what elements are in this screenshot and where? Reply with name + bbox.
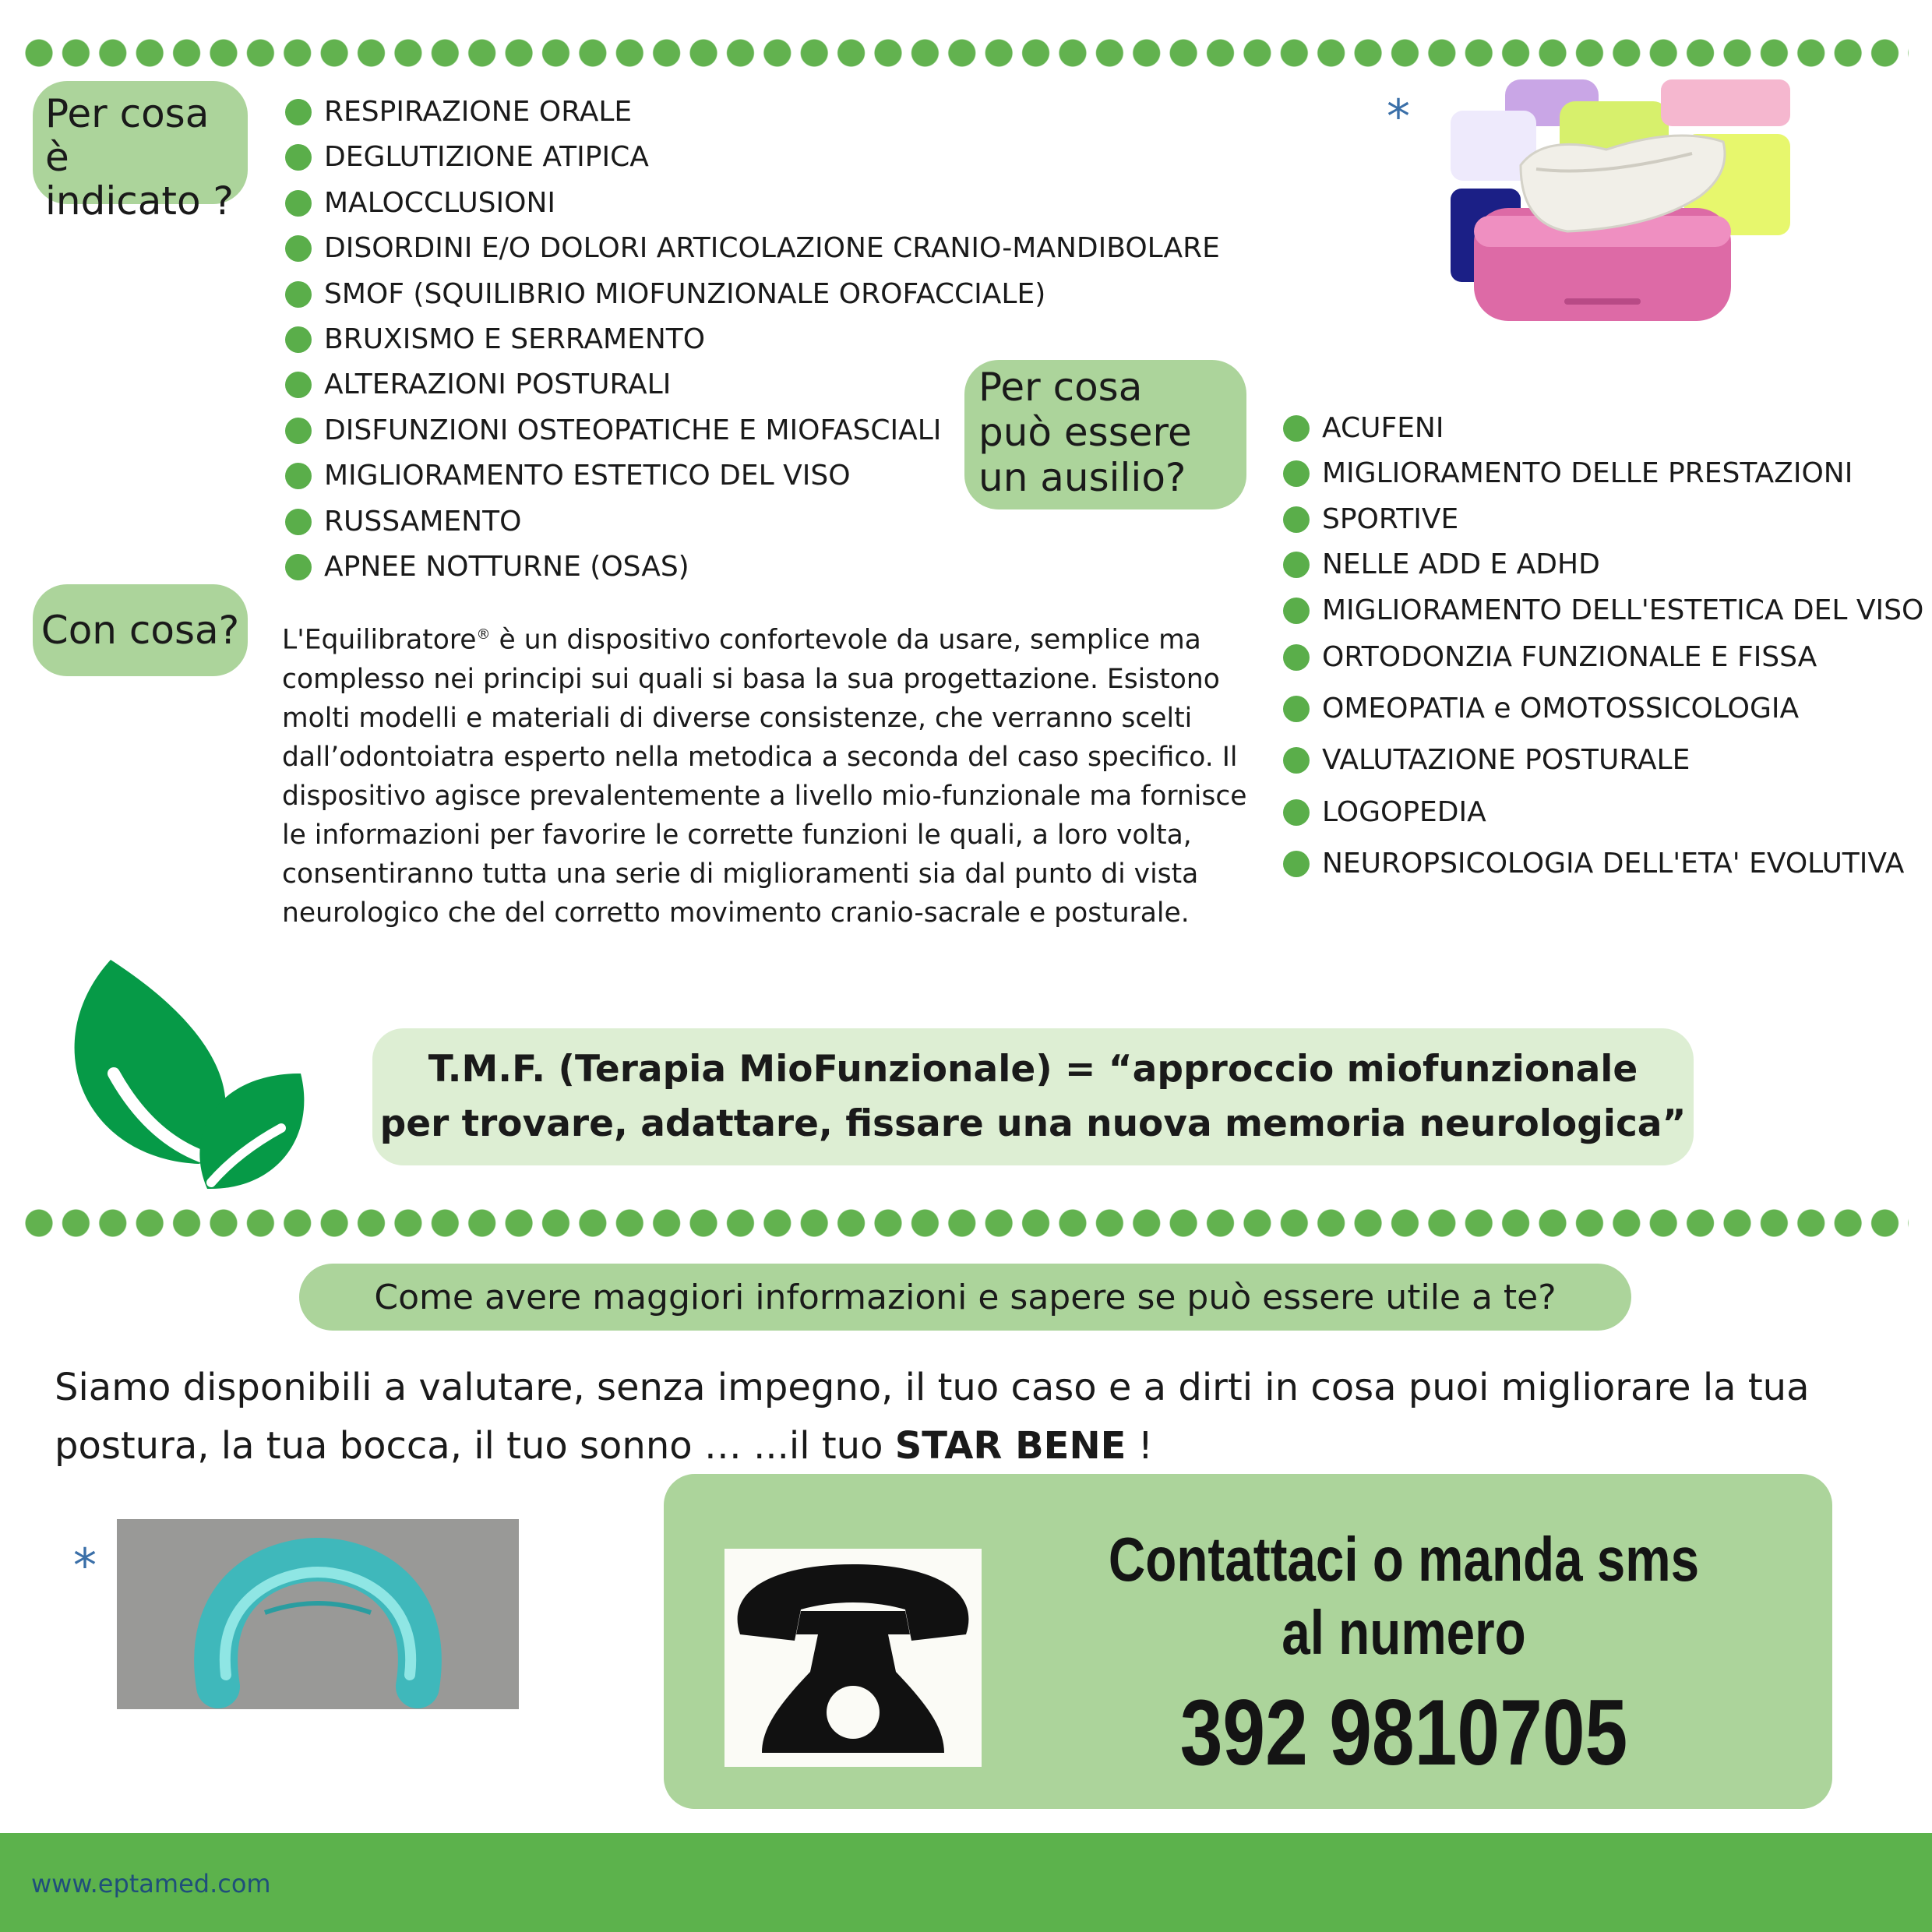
asterisk-note: *: [1387, 90, 1410, 144]
info-question: Come avere maggiori informazioni e sapere se può essere utile a te?: [374, 1277, 1557, 1317]
list-item: RUSSAMENTO: [285, 508, 1220, 553]
list-item: ALTERAZIONI POSTURALI: [285, 371, 1220, 416]
tmf-line-1: T.M.F. (Terapia MioFunzionale) = “approccio miofunzionale: [428, 1048, 1638, 1091]
info-text: Siamo disponibili a valutare, senza impegno, il tuo caso e a dirti in cosa puoi migliorare la tua postura, la tua bocca, il tuo sonno … ...il tuo: [55, 1366, 1810, 1468]
list-item: APNEE NOTTURNE (OSAS): [285, 553, 1220, 598]
list-item: VALUTAZIONE POSTURALE: [1283, 746, 1923, 799]
list-item: RESPIRAZIONE ORALE: [285, 98, 1220, 143]
list-item: MIGLIORAMENTO DELLE PRESTAZIONI: [1283, 460, 1923, 505]
product-case-image: [1451, 79, 1790, 341]
middle-dotted-divider: [23, 1208, 1909, 1239]
phone-icon: [724, 1549, 982, 1767]
with-what-heading: Con cosa?: [41, 608, 240, 653]
list-item: MIGLIORAMENTO ESTETICO DEL VISO: [285, 462, 1220, 507]
contact-box: [664, 1474, 1832, 1809]
aid-heading-pill: [964, 360, 1246, 509]
asterisk-note: *: [73, 1539, 97, 1593]
website-link[interactable]: www.eptamed.com: [31, 1869, 271, 1899]
aligner-image: [117, 1519, 519, 1709]
list-item: ACUFENI: [1283, 414, 1923, 460]
list-item: DISORDINI E/O DOLORI ARTICOLAZIONE CRANIO-MANDIBOLARE: [285, 234, 1220, 280]
list-item: MALOCCLUSIONI: [285, 189, 1220, 234]
with-what-text: è un dispositivo confortevole da usare, semplice ma complesso nei principi sui quali si basa la sua progettazione. Esistono molti modelli e materiali di diverse consistenze, che verranno scelti dall’odontoiatra esperto nella metodica a seconda del caso specifico. Il dispositivo agisce prevalentemente a livello mio-funzionale ma fornisce le informazioni per favorire le corrette funzioni le quali, a loro volta, consentiranno tutta una serie di miglioramenti sia dal punto di vista neurologico che del corretto movimento cranio-sacrale e posturale.: [282, 624, 1247, 929]
aid-heading: Per cosa può essere un ausilio?: [978, 365, 1192, 500]
list-item: NELLE ADD E ADHD: [1283, 551, 1923, 596]
leaves-logo: [67, 957, 308, 1190]
list-item: DISFUNZIONI OSTEOPATICHE E MIOFASCIALI: [285, 417, 1220, 462]
list-item: OMEOPATIA e OMOTOSSICOLOGIA: [1283, 695, 1923, 746]
list-item: SMOF (SQUILIBRIO MIOFUNZIONALE OROFACCIALE): [285, 280, 1220, 326]
tmf-line-2: per trovare, adattare, fissare una nuova memoria neurologica”: [379, 1102, 1687, 1145]
info-paragraph: [55, 1359, 1893, 1475]
indicated-list: [285, 98, 1220, 598]
with-what-paragraph: [282, 615, 1271, 933]
list-item: LOGOPEDIA: [1283, 799, 1923, 850]
list-item: NEUROPSICOLOGIA DELL'ETA' EVOLUTIVA: [1283, 850, 1923, 895]
indicated-heading: Per cosa è indicato ?: [45, 91, 234, 224]
list-item: SPORTIVE: [1283, 506, 1923, 551]
brand-name: L'Equilibratore: [282, 624, 477, 656]
indicated-heading-pill: [33, 81, 248, 224]
list-item: DEGLUTIZIONE ATIPICA: [285, 143, 1220, 189]
footer-bar: [0, 1833, 1932, 1932]
phone-number[interactable]: 392 9810705: [1179, 1680, 1628, 1785]
info-question-pill: [299, 1264, 1631, 1331]
contact-line-1: Contattaci o manda sms: [1108, 1525, 1700, 1594]
star-bene: STAR BENE: [894, 1424, 1126, 1468]
top-dotted-divider: [23, 37, 1909, 69]
with-what-heading-pill: [33, 584, 248, 676]
info-tail: !: [1126, 1424, 1153, 1468]
contact-line-2: al numero: [1282, 1598, 1526, 1667]
registered-mark: ®: [476, 626, 491, 643]
list-item: BRUXISMO E SERRAMENTO: [285, 326, 1220, 371]
list-item: MIGLIORAMENTO DELL'ESTETICA DEL VISO: [1283, 597, 1923, 643]
list-item: ORTODONZIA FUNZIONALE E FISSA: [1283, 643, 1923, 695]
aid-list: [1283, 414, 1923, 895]
tmf-banner: [372, 1028, 1694, 1165]
